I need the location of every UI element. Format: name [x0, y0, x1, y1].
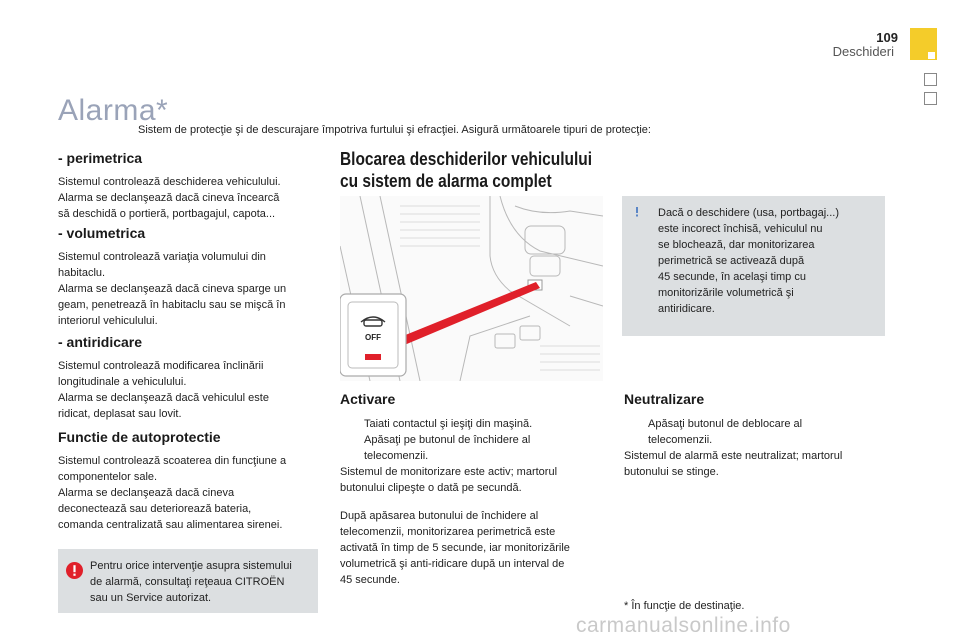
paragraph — [624, 448, 894, 480]
nav-box-icon — [924, 73, 937, 86]
line: 45 secunde. — [340, 574, 400, 586]
line: de alarmă, consultaţi reţeaua CITROËN — [90, 576, 285, 588]
list-item-text: Taiati contactul şi ieşiţi din maşină. — [364, 418, 533, 430]
info-icon — [630, 205, 644, 219]
line: Alarma se declanşează dacă cineva — [58, 487, 235, 499]
line: Alarma se declanşează dacă vehiculul este — [58, 392, 269, 404]
list-item-text: Apăsaţi pe butonul de închidere al — [364, 434, 531, 446]
section-perimetrica — [58, 150, 320, 222]
line: Sistemul controlează modificarea înclinării — [58, 360, 264, 372]
paragraph — [58, 249, 320, 329]
section-volumetrica — [58, 225, 320, 329]
line: 45 secunde, în acelaşi timp cu — [658, 271, 806, 283]
line: habitaclu. — [58, 267, 106, 279]
line: activată în timp de 5 secunde, iar monitorizările — [340, 542, 570, 554]
info-note-text — [658, 205, 876, 317]
line: Sistemul controlează deschiderea vehiculului. — [58, 176, 281, 188]
heading-volumetrica: - volumetrica — [58, 225, 146, 241]
list-item — [340, 416, 610, 432]
line: Blocarea deschiderilor vehiculului — [340, 149, 593, 169]
line: componentelor sale. — [58, 471, 158, 483]
heading-antiridicare: - antiridicare — [58, 334, 143, 350]
line: Sistemul controlează scoaterea din funcţiune a — [58, 455, 287, 467]
nav-box-icon — [924, 92, 937, 105]
footnote: * În funcţie de destinaţie. — [624, 600, 745, 612]
section-autoprotectie — [58, 429, 320, 533]
line: volumetrică şi anti-ridicare după un interval de — [340, 558, 565, 570]
heading-neutralizare: Neutralizare — [624, 391, 705, 407]
line: longitudinale a vehiculului. — [58, 376, 187, 388]
heading-perimetrica: - perimetrica — [58, 150, 143, 166]
line: interiorul vehiculului. — [58, 315, 158, 327]
paragraph — [58, 453, 320, 533]
list-item-text: Apăsaţi butonul de deblocare al — [648, 418, 803, 430]
illustration-off-label: OFF — [365, 333, 381, 342]
line: După apăsarea butonului de închidere al — [340, 510, 539, 522]
watermark: carmanualsonline.info — [576, 614, 791, 637]
page-number: 109 — [876, 30, 898, 45]
list-item-text: telecomenzii. — [648, 434, 713, 446]
line: perimetrică se activează după — [658, 255, 805, 267]
line: telecomenzii, monitorizarea perimetrică este — [340, 526, 556, 538]
blocare-heading — [340, 148, 598, 192]
line: monitorizările volumetrică şi — [658, 287, 794, 299]
section-tab-mark — [928, 52, 935, 59]
line: Alarma se declanşează dacă cineva încearcă — [58, 192, 280, 204]
page-title: Alarma* — [58, 94, 169, 127]
dashboard-illustration — [340, 196, 603, 381]
heading-activare: Activare — [340, 391, 396, 407]
intro-text: Sistem de protecţie şi de descurajare împotriva furtului şi efracţiei. Asigură următoarele tipuri de protecţie: — [138, 124, 651, 136]
line: comanda centralizată sau alimentarea sirenei. — [58, 519, 283, 531]
line: butonului se stinge. — [624, 466, 719, 478]
paragraph — [58, 174, 320, 222]
line: Alarma se declanşează dacă cineva sparge un — [58, 283, 287, 295]
list-item — [340, 432, 610, 464]
line: Sistemul controlează variaţia volumului din — [58, 251, 266, 263]
line: cu sistem de alarma complet — [340, 171, 552, 191]
line: Dacă o deschidere (usa, portbagaj...) — [658, 207, 839, 219]
line: deconectează sau deteriorează bateria, — [58, 503, 252, 515]
heading-autoprotectie: Functie de autoprotectie — [58, 429, 221, 445]
line: este incorect închisă, vehiculul nu — [658, 223, 823, 235]
line: sau un Service autorizat. — [90, 592, 212, 604]
paragraph — [340, 508, 610, 588]
warning-icon — [66, 562, 83, 579]
list-item — [624, 416, 894, 448]
section-name: Deschideri — [832, 44, 894, 59]
paragraph — [58, 358, 320, 422]
line: geam, penetrează în habitaclu sau se mişcă în — [58, 299, 286, 311]
line: antiridicare. — [658, 303, 715, 315]
line: butonului clipeşte o dată pe secundă. — [340, 482, 522, 494]
line: să deschidă o portieră, portbagajul, capota... — [58, 208, 276, 220]
warning-note-text — [90, 558, 310, 606]
list-item-text: telecomenzii. — [364, 450, 429, 462]
line: Sistemul de alarmă este neutralizat; martorul — [624, 450, 843, 462]
section-antiridicare — [58, 334, 320, 422]
line: ridicat, deplasat sau lovit. — [58, 408, 182, 420]
line: se blochează, dar monitorizarea — [658, 239, 815, 251]
paragraph — [340, 464, 610, 496]
line: Sistemul de monitorizare este activ; martorul — [340, 466, 558, 478]
line: Pentru orice intervenţie asupra sistemului — [90, 560, 292, 572]
